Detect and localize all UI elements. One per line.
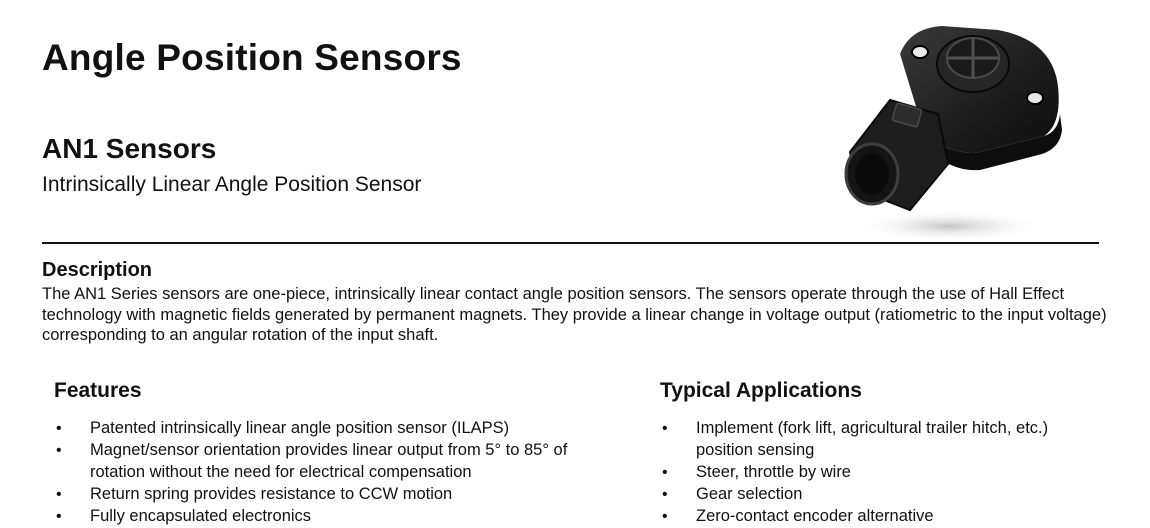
- description-body: The AN1 Series sensors are one-piece, intrinsically linear contact angle position sensors. The sensors operate through the use of Hall Effect technology with magnetic fields generated by permanent magnets. They provide a linear change in voltage output (ratiometric to the input voltage) corresponding to an angular rotation of the input shaft.: [42, 285, 1107, 344]
- applications-list: [660, 418, 1080, 528]
- mounting-hole-right: [1027, 92, 1043, 104]
- page-title: Angle Position Sensors: [42, 37, 462, 78]
- application-item: • Zero-contact encoder alternative: [660, 506, 1080, 528]
- features-list: [54, 418, 594, 528]
- application-item: • Implement (fork lift, agricultural trailer hitch, etc.) position sensing: [660, 418, 1080, 461]
- description-heading: Description: [42, 259, 153, 281]
- feature-item: • Fully encapsulated electronics: [54, 506, 594, 528]
- mounting-hole-left: [912, 46, 928, 58]
- sensor-product-image: [830, 14, 1070, 244]
- product-subtitle: Intrinsically Linear Angle Position Sensor: [42, 173, 422, 196]
- feature-item: • Magnet/sensor orientation provides linear output from 5° to 85° of rotation without the need for electrical compensation: [54, 440, 594, 483]
- connector-inner: [855, 153, 889, 195]
- feature-item: • Return spring provides resistance to CCW motion: [54, 484, 594, 506]
- application-item: • Steer, throttle by wire: [660, 462, 1080, 484]
- section-divider: [42, 242, 1099, 244]
- application-item: • Gear selection: [660, 484, 1080, 506]
- sensor-shadow: [855, 210, 1045, 242]
- product-name: AN1 Sensors: [42, 133, 217, 164]
- feature-item: • Patented intrinsically linear angle position sensor (ILAPS): [54, 418, 594, 440]
- features-heading: Features: [54, 379, 142, 402]
- applications-heading: Typical Applications: [660, 379, 862, 402]
